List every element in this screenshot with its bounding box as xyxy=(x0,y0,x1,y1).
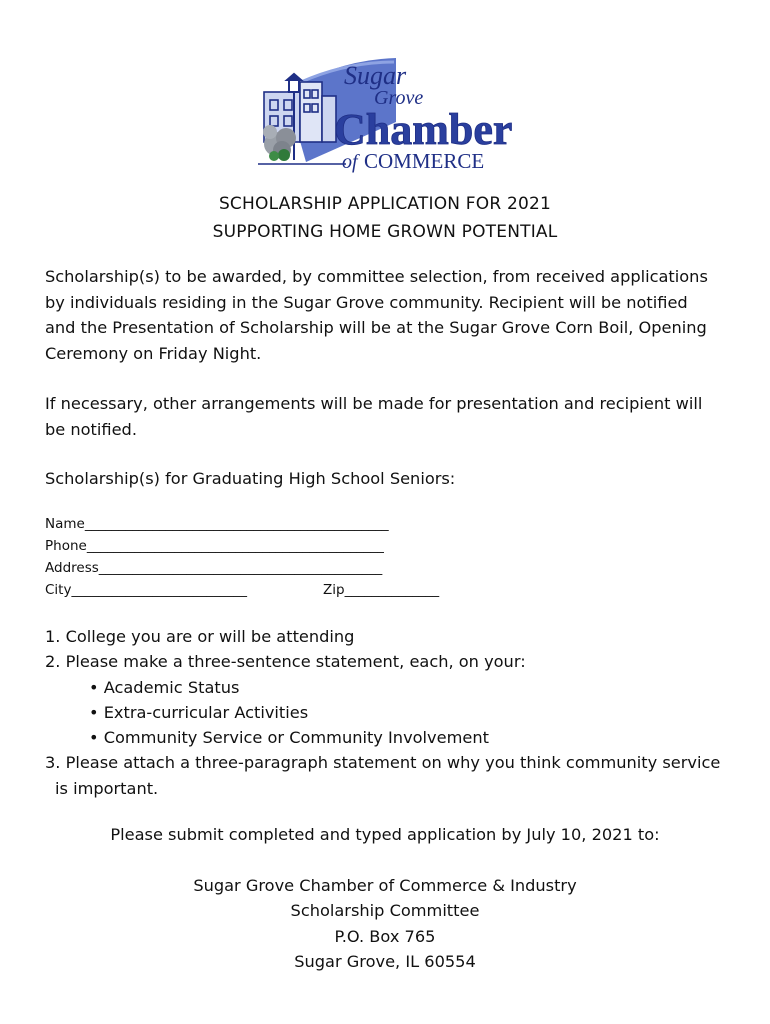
logo-text-chamber: Chamber xyxy=(334,105,513,154)
chamber-logo xyxy=(246,52,526,178)
address-city: Sugar Grove, IL 60554 xyxy=(294,951,476,971)
address-po-box: P.O. Box 765 xyxy=(334,926,436,946)
logo-text-of: of xyxy=(342,151,358,173)
list-item: 2. Please make a three-sentence statement, each, on your: xyxy=(45,652,526,672)
requirements-list xyxy=(45,624,720,801)
logo-text-grove: Grove xyxy=(374,87,424,109)
zip-field[interactable]: Zip______________ xyxy=(323,582,440,598)
phone-field[interactable]: Phone____________________________________________ xyxy=(45,538,384,554)
arrangements-paragraph: If necessary, other arrangements will be made for presentation and recipient will be notified. xyxy=(45,394,703,439)
city-field[interactable]: City__________________________ xyxy=(45,582,247,598)
list-item: • Academic Status xyxy=(89,677,240,697)
address-field[interactable]: Address__________________________________________ xyxy=(45,560,383,576)
intro-paragraph: Scholarship(s) to be awarded, by committee selection, from received applications by individuals residing in the Sugar Grove community. Recipient will be notified and the Presentation of Scholarship will be at the Sugar Grove Corn Boil, Opening Ceremony on Friday Night. xyxy=(45,267,708,363)
list-item: 1. College you are or will be attending xyxy=(45,627,355,646)
title-line-1: SCHOLARSHIP APPLICATION FOR 2021 xyxy=(218,194,552,214)
title-line-2: SUPPORTING HOME GROWN POTENTIAL xyxy=(212,222,558,242)
logo-text-commerce: COMMERCE xyxy=(364,149,485,173)
address-committee: Scholarship Committee xyxy=(290,901,480,921)
list-item: • Community Service or Community Involvement xyxy=(89,728,489,748)
submit-instruction: Please submit completed and typed application by July 10, 2021 to: xyxy=(110,825,660,844)
logo-text-sugar: Sugar xyxy=(344,61,407,90)
name-field[interactable]: Name_____________________________________________ xyxy=(45,516,389,532)
list-item: 3. Please attach a three-paragraph statement on why you think community service xyxy=(45,753,721,773)
seniors-heading: Scholarship(s) for Graduating High School Seniors: xyxy=(45,469,456,488)
list-item: • Extra-curricular Activities xyxy=(89,702,309,722)
mailing-address xyxy=(0,873,770,974)
address-org: Sugar Grove Chamber of Commerce & Industry xyxy=(193,876,577,895)
list-item: is important. xyxy=(55,778,159,798)
